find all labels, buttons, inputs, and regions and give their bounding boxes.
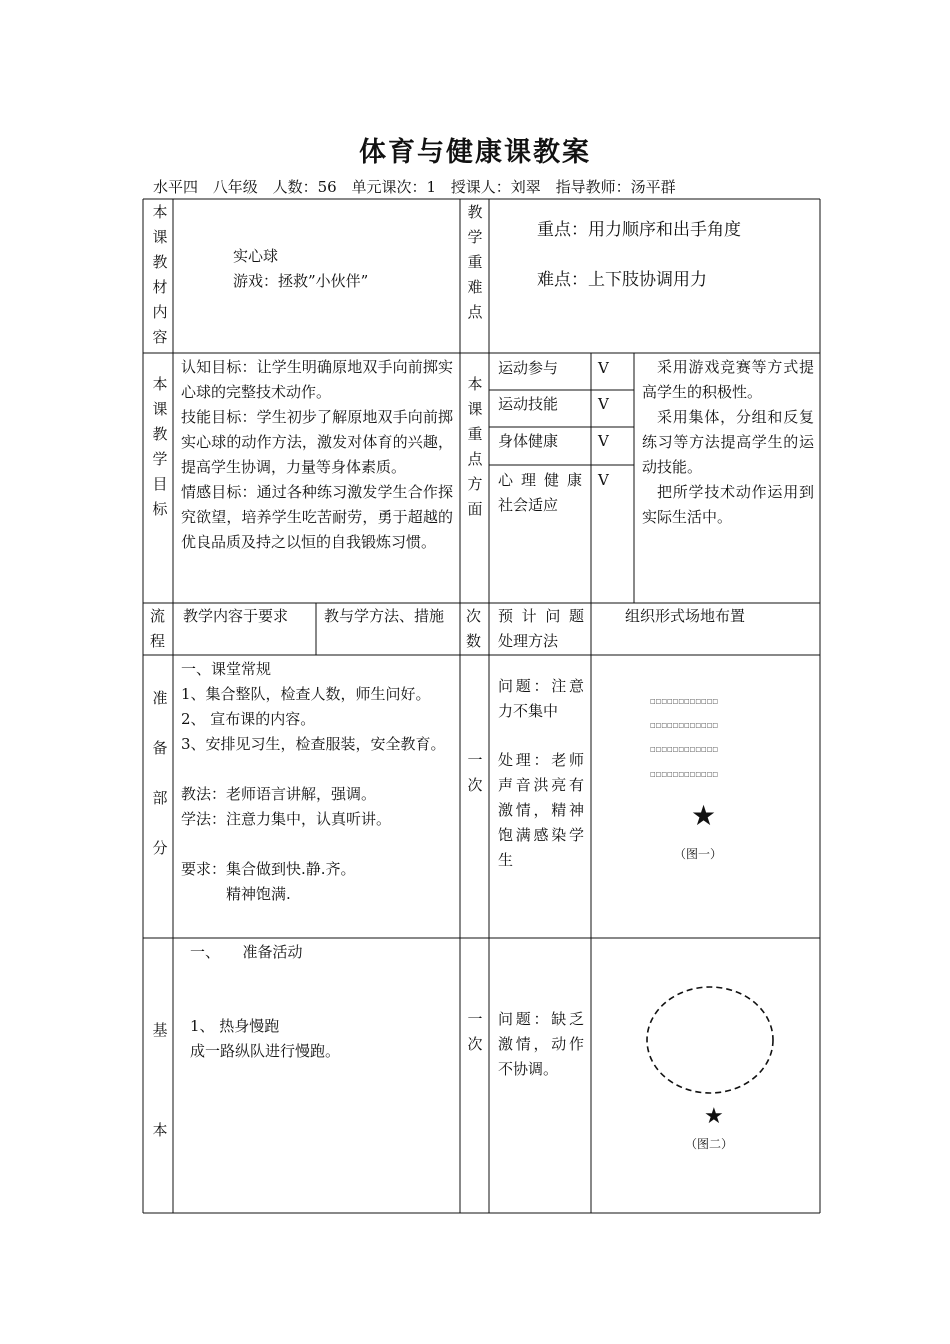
teacher-star-icon: ★ — [704, 1104, 724, 1129]
aspect-name: 心 理 健 康 社会适应 — [498, 471, 582, 514]
meta-lesson: 单元课次：1 — [351, 178, 437, 196]
aspect-mark: V — [598, 359, 609, 377]
goal-cognitive: 认知目标：让学生明确原地双手向前掷实心球的完整技术动作。 — [181, 358, 453, 401]
method-item: 采用集体，分组和反复练习等方法提高学生的运动技能。 — [642, 408, 814, 476]
aspect-name: 运动技能 — [498, 395, 559, 413]
aspect-name: 运动参与 — [498, 359, 559, 377]
meta-count: 人数：56 — [272, 178, 337, 196]
focus-label: 本 课 重 点 方 面 — [467, 375, 483, 518]
goal-skill: 技能目标：学生初步了解原地双手向前掷实心球的动作方法，激发对体育的兴趣，提高学生协调，力量等身体素质。 — [181, 408, 453, 476]
lesson-meta — [153, 176, 686, 197]
meta-advisor: 指导教师：汤平群 — [555, 178, 676, 196]
teacher-star-icon: ★ — [691, 799, 717, 832]
meta-level: 水平四 — [153, 178, 199, 196]
header-content: 教学内容于要求 — [183, 607, 289, 625]
goal-emotion: 情感目标：通过各种练习激发学生合作探究欲望，培养学生吃苦耐劳，勇于超越的优良品质及持之以恒的自我锻炼习惯。 — [181, 483, 453, 551]
formation-row: □□□□□□□□□□□□ — [650, 771, 719, 778]
page-title: 体育与健康课教案 — [359, 137, 591, 168]
prep-problem: 问题：注意力不集中 — [498, 677, 584, 720]
header-problem: 预 计 问 题 处理方法 — [498, 607, 584, 650]
method-item: 把所学技术动作运用到实际生活中。 — [642, 483, 814, 526]
basic-label: 基 本 — [152, 1021, 168, 1139]
meta-grade: 八年级 — [212, 178, 258, 196]
prep-solution: 处理：老师声音洪亮有激情，精神饱满感染学生 — [498, 751, 584, 869]
basic-problem: 问题：缺乏激情，动作不协调。 — [498, 1010, 584, 1078]
difficulty: 难点：上下肢协调用力 — [537, 270, 707, 290]
header-organization: 组织形式场地布置 — [625, 607, 746, 625]
key-points-label: 教 学 重 难 点 — [467, 203, 483, 321]
header-method: 教与学方法、措施 — [324, 607, 445, 625]
lesson-material: 实心球 游戏：拯救”小伙伴” — [233, 247, 369, 290]
basic-item: 1、 热身慢跑 — [190, 1017, 280, 1035]
method-item: 采用游戏竞赛等方式提高学生的积极性。 — [642, 358, 814, 401]
aspect-mark: V — [598, 471, 609, 489]
basic-detail: 成一路纵队进行慢跑。 — [190, 1042, 341, 1060]
prep-content: 一、课堂常规 1、集合整队，检查人数，师生问好。 2、 宣布课的内容。 3、安排见习生，检查服装，安全教育。 教法：老师语言讲解，强调。 学法：注意力集中，认真听讲。 要求：集合做到快.静.齐。 精神饱满. — [181, 660, 446, 903]
header-times: 次数 — [466, 607, 482, 650]
formation-row: □□□□□□□□□□□□ — [650, 722, 719, 729]
meta-teacher: 授课人：刘翠 — [450, 178, 541, 196]
aspect-name: 身体健康 — [498, 432, 559, 450]
teaching-goals — [181, 355, 453, 555]
aspect-mark: V — [598, 432, 609, 450]
row1-label: 本 课 教 材 内 容 — [152, 203, 168, 346]
key-point: 重点：用力顺序和出手角度 — [537, 220, 741, 240]
figure-1-label: （图一） — [674, 847, 723, 861]
prep-label: 准 备 部 分 — [152, 689, 168, 857]
basic-heading: 一、 准备活动 — [190, 943, 303, 961]
formation-row: □□□□□□□□□□□□ — [650, 746, 719, 753]
formation-row: □□□□□□□□□□□□ — [650, 698, 719, 705]
basic-times: 一 次 — [467, 1010, 483, 1053]
header-process: 流程 — [150, 607, 166, 650]
prep-times: 一 次 — [467, 751, 483, 794]
figure-2-label: （图二） — [685, 1137, 734, 1151]
teaching-methods — [642, 355, 814, 530]
aspect-mark: V — [598, 395, 609, 413]
row2-label: 本 课 教 学 目 标 — [152, 375, 168, 518]
running-circle-diagram — [640, 983, 780, 1098]
